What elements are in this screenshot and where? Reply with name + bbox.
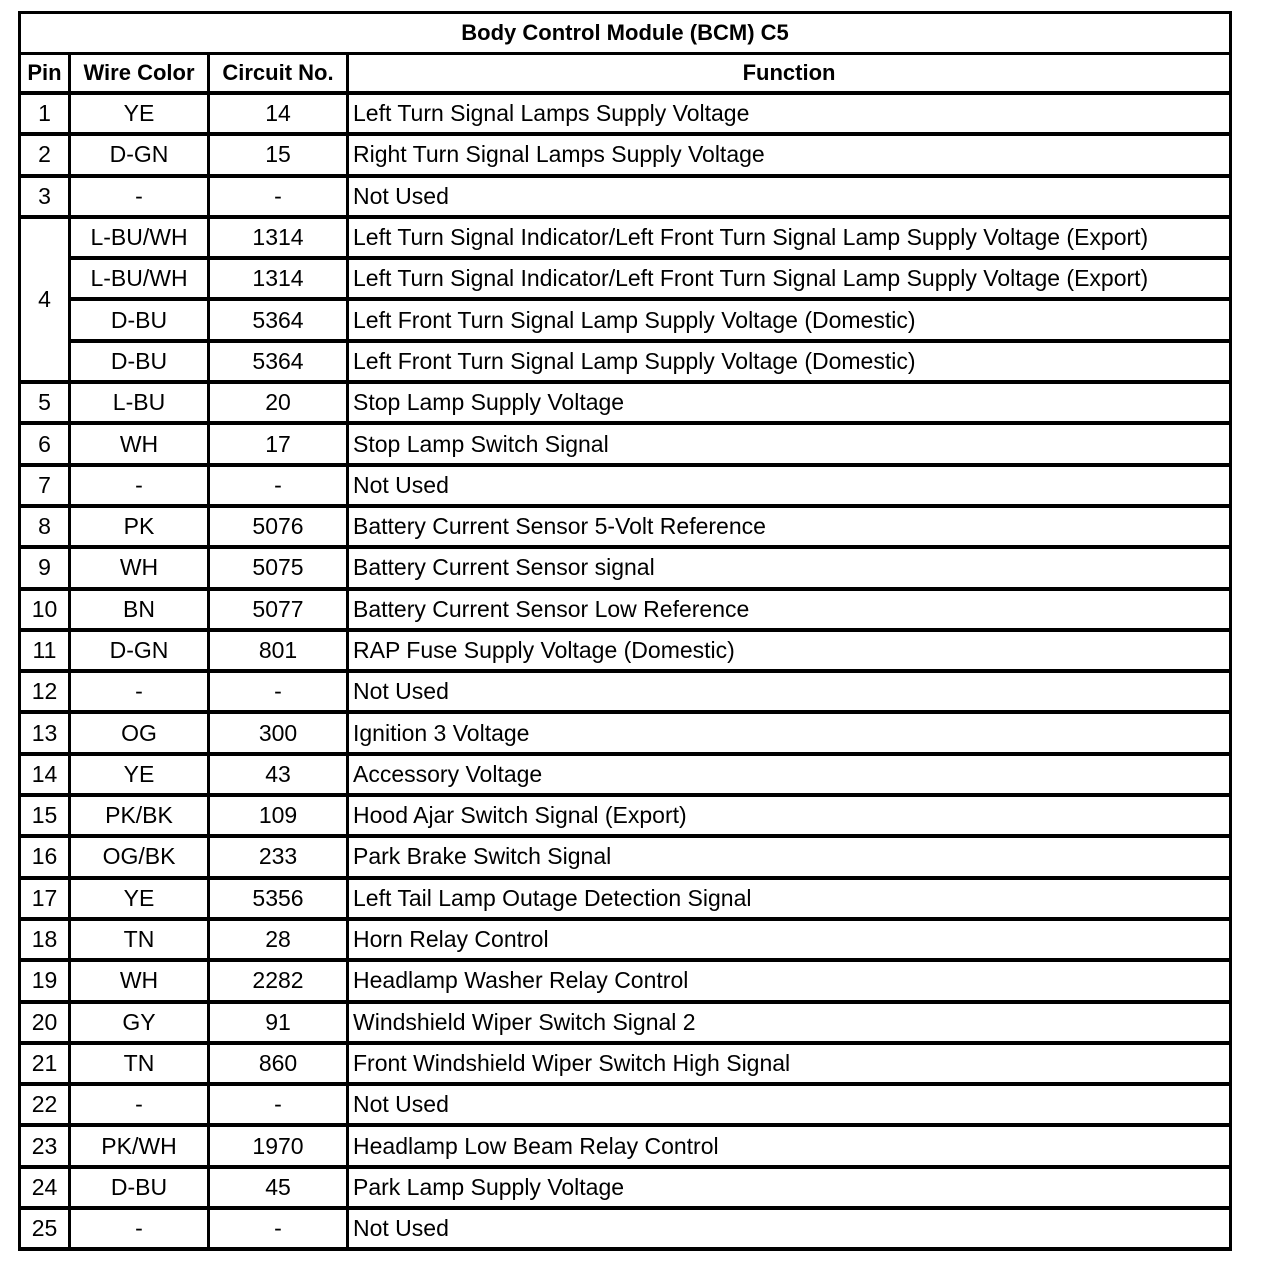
wire-color-cell: TN <box>70 1043 209 1084</box>
function-cell: Accessory Voltage <box>348 754 1231 795</box>
pin-cell: 1 <box>20 93 70 134</box>
table-row <box>20 93 1231 134</box>
function-cell: Park Brake Switch Signal <box>348 836 1231 877</box>
function-cell: Headlamp Washer Relay Control <box>348 960 1231 1001</box>
circuit-cell: 1314 <box>209 258 348 299</box>
wire-color-cell: OG <box>70 712 209 753</box>
circuit-cell: 2282 <box>209 960 348 1001</box>
wire-color-cell: D-GN <box>70 630 209 671</box>
pin-cell: 12 <box>20 671 70 712</box>
table-title: Body Control Module (BCM) C5 <box>20 13 1231 54</box>
table-row <box>20 960 1231 1001</box>
pin-cell: 18 <box>20 919 70 960</box>
table-row <box>20 836 1231 877</box>
wire-color-cell: WH <box>70 960 209 1001</box>
wire-color-cell: L-BU <box>70 382 209 423</box>
pin-cell: 17 <box>20 878 70 919</box>
header-pin: Pin <box>20 54 70 94</box>
function-cell: Left Turn Signal Indicator/Left Front Turn Signal Lamp Supply Voltage (Export) <box>348 258 1231 299</box>
wire-color-cell: PK/BK <box>70 795 209 836</box>
function-cell: Horn Relay Control <box>348 919 1231 960</box>
circuit-cell: 5076 <box>209 506 348 547</box>
pin-cell: 7 <box>20 465 70 506</box>
function-cell: RAP Fuse Supply Voltage (Domestic) <box>348 630 1231 671</box>
circuit-cell: 5075 <box>209 547 348 588</box>
table-row <box>20 299 1231 340</box>
function-cell: Battery Current Sensor Low Reference <box>348 589 1231 630</box>
wire-color-cell: YE <box>70 878 209 919</box>
table-row <box>20 795 1231 836</box>
table-row <box>20 1043 1231 1084</box>
circuit-cell: 5364 <box>209 341 348 382</box>
pin-cell: 6 <box>20 423 70 464</box>
circuit-cell: 5077 <box>209 589 348 630</box>
circuit-cell: 17 <box>209 423 348 464</box>
table-row <box>20 382 1231 423</box>
table-row <box>20 878 1231 919</box>
table-row <box>20 1125 1231 1166</box>
header-function: Function <box>348 54 1231 94</box>
wire-color-cell: - <box>70 465 209 506</box>
wire-color-cell: YE <box>70 754 209 795</box>
wire-color-cell: D-GN <box>70 134 209 175</box>
table-row <box>20 630 1231 671</box>
wire-color-cell: PK/WH <box>70 1125 209 1166</box>
circuit-cell: 45 <box>209 1167 348 1208</box>
table-row <box>20 671 1231 712</box>
function-cell: Not Used <box>348 176 1231 217</box>
wire-color-cell: WH <box>70 423 209 464</box>
table-row <box>20 1002 1231 1043</box>
header-row <box>20 54 1231 94</box>
function-cell: Not Used <box>348 465 1231 506</box>
table-row <box>20 465 1231 506</box>
wire-color-cell: - <box>70 671 209 712</box>
function-cell: Ignition 3 Voltage <box>348 712 1231 753</box>
pin-cell: 11 <box>20 630 70 671</box>
table-row <box>20 423 1231 464</box>
function-cell: Left Front Turn Signal Lamp Supply Voltage (Domestic) <box>348 299 1231 340</box>
table-row <box>20 919 1231 960</box>
table-row <box>20 1208 1231 1249</box>
wire-color-cell: D-BU <box>70 341 209 382</box>
circuit-cell: 109 <box>209 795 348 836</box>
header-circuit-no: Circuit No. <box>209 54 348 94</box>
wire-color-cell: OG/BK <box>70 836 209 877</box>
circuit-cell: - <box>209 465 348 506</box>
function-cell: Left Tail Lamp Outage Detection Signal <box>348 878 1231 919</box>
circuit-cell: 801 <box>209 630 348 671</box>
pin-cell-merged: 4 <box>20 217 70 382</box>
circuit-cell: 15 <box>209 134 348 175</box>
function-cell: Battery Current Sensor 5-Volt Reference <box>348 506 1231 547</box>
circuit-cell: 5364 <box>209 299 348 340</box>
circuit-cell: 1314 <box>209 217 348 258</box>
function-cell: Battery Current Sensor signal <box>348 547 1231 588</box>
function-cell: Stop Lamp Switch Signal <box>348 423 1231 464</box>
circuit-cell: 43 <box>209 754 348 795</box>
pin-cell: 25 <box>20 1208 70 1249</box>
function-cell: Left Front Turn Signal Lamp Supply Voltage (Domestic) <box>348 341 1231 382</box>
table-row <box>20 589 1231 630</box>
table-title-row <box>20 13 1231 54</box>
circuit-cell: - <box>209 1208 348 1249</box>
table-row <box>20 754 1231 795</box>
pin-cell: 23 <box>20 1125 70 1166</box>
wire-color-cell: D-BU <box>70 1167 209 1208</box>
function-cell: Left Turn Signal Lamps Supply Voltage <box>348 93 1231 134</box>
table-row <box>20 712 1231 753</box>
circuit-cell: - <box>209 1084 348 1125</box>
wire-color-cell: D-BU <box>70 299 209 340</box>
wire-color-cell: - <box>70 176 209 217</box>
function-cell: Right Turn Signal Lamps Supply Voltage <box>348 134 1231 175</box>
circuit-cell: 20 <box>209 382 348 423</box>
function-cell: Stop Lamp Supply Voltage <box>348 382 1231 423</box>
circuit-cell: 14 <box>209 93 348 134</box>
table-row <box>20 341 1231 382</box>
wire-color-cell: L-BU/WH <box>70 217 209 258</box>
pin-cell: 2 <box>20 134 70 175</box>
pin-cell: 8 <box>20 506 70 547</box>
wire-color-cell: - <box>70 1084 209 1125</box>
pin-cell: 14 <box>20 754 70 795</box>
pin-cell: 16 <box>20 836 70 877</box>
table-row <box>20 1167 1231 1208</box>
circuit-cell: 860 <box>209 1043 348 1084</box>
table-row <box>20 217 1231 258</box>
function-cell: Headlamp Low Beam Relay Control <box>348 1125 1231 1166</box>
pin-cell: 10 <box>20 589 70 630</box>
pin-cell: 13 <box>20 712 70 753</box>
pin-cell: 5 <box>20 382 70 423</box>
wire-color-cell: - <box>70 1208 209 1249</box>
pin-cell: 21 <box>20 1043 70 1084</box>
function-cell: Windshield Wiper Switch Signal 2 <box>348 1002 1231 1043</box>
function-cell: Left Turn Signal Indicator/Left Front Turn Signal Lamp Supply Voltage (Export) <box>348 217 1231 258</box>
function-cell: Not Used <box>348 1208 1231 1249</box>
circuit-cell: 1970 <box>209 1125 348 1166</box>
pin-cell: 19 <box>20 960 70 1001</box>
function-cell: Park Lamp Supply Voltage <box>348 1167 1231 1208</box>
wire-color-cell: GY <box>70 1002 209 1043</box>
wire-color-cell: BN <box>70 589 209 630</box>
table-row <box>20 258 1231 299</box>
pin-cell: 9 <box>20 547 70 588</box>
circuit-cell: - <box>209 671 348 712</box>
pin-cell: 15 <box>20 795 70 836</box>
circuit-cell: 233 <box>209 836 348 877</box>
table-row <box>20 1084 1231 1125</box>
header-wire-color: Wire Color <box>70 54 209 94</box>
bcm-c5-pinout-table <box>18 11 1232 1251</box>
circuit-cell: 5356 <box>209 878 348 919</box>
table-row <box>20 506 1231 547</box>
function-cell: Not Used <box>348 671 1231 712</box>
pin-cell: 20 <box>20 1002 70 1043</box>
pin-cell: 3 <box>20 176 70 217</box>
wire-color-cell: WH <box>70 547 209 588</box>
wire-color-cell: L-BU/WH <box>70 258 209 299</box>
table-row <box>20 547 1231 588</box>
circuit-cell: 300 <box>209 712 348 753</box>
circuit-cell: - <box>209 176 348 217</box>
pin-cell: 22 <box>20 1084 70 1125</box>
table-row <box>20 176 1231 217</box>
circuit-cell: 28 <box>209 919 348 960</box>
circuit-cell: 91 <box>209 1002 348 1043</box>
wire-color-cell: TN <box>70 919 209 960</box>
wire-color-cell: PK <box>70 506 209 547</box>
function-cell: Front Windshield Wiper Switch High Signal <box>348 1043 1231 1084</box>
function-cell: Not Used <box>348 1084 1231 1125</box>
wire-color-cell: YE <box>70 93 209 134</box>
function-cell: Hood Ajar Switch Signal (Export) <box>348 795 1231 836</box>
table-row <box>20 134 1231 175</box>
pin-cell: 24 <box>20 1167 70 1208</box>
